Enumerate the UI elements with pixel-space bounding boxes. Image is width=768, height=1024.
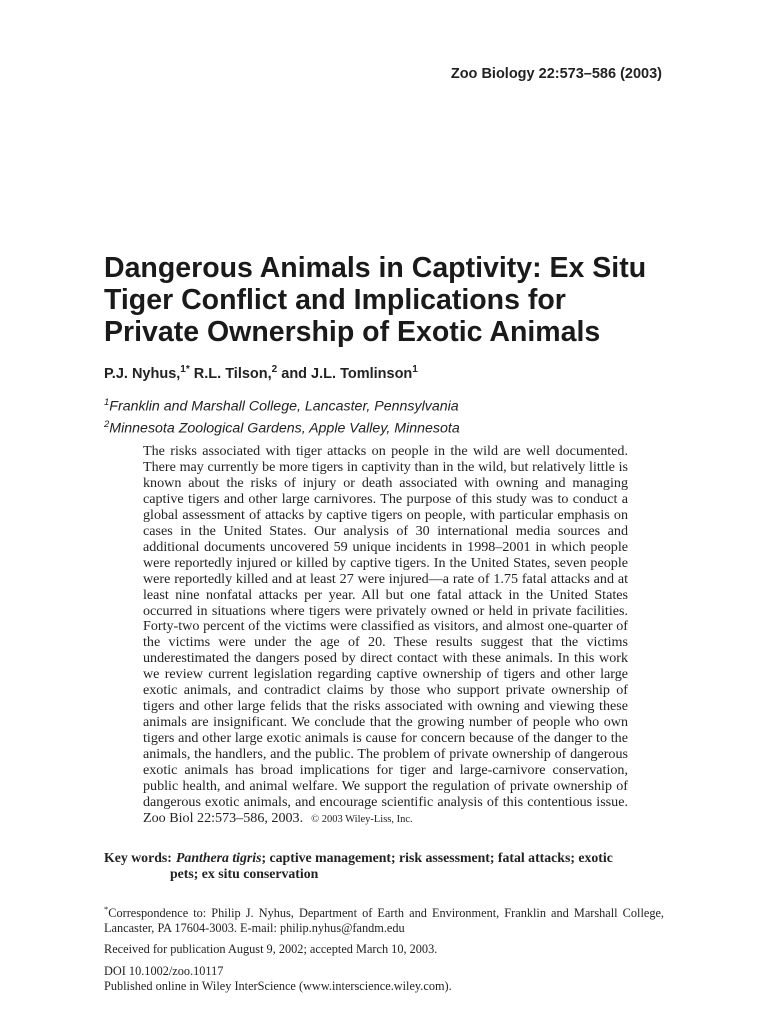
footnotes <box>104 902 664 994</box>
keywords-continuation: pets; ex situ conservation <box>170 866 319 881</box>
abstract <box>143 444 628 828</box>
keywords-line <box>104 850 664 866</box>
abstract-text: The risks associated with tiger attacks on people in the wild are well documented. There may currently be more tigers in captivity than in the wild, but relatively little is known about the risks of injury or death associated with owning and managing captive tigers and other large carnivores. The purpose of this study was to conduct a global assessment of attacks by captive tigers on people, with particular emphasis on cases in the United States. Our analysis of 30 international media sources and additional documents uncovered 59 unique incidents in 1998–2001 in which people were reportedly injured or killed by captive tigers. In the United States, seven people were reportedly killed and at least 27 were injured—a rate of 1.75 fatal attacks and at least nine nonfatal attacks per year. All but one fatal attack in the United States occurred in situations where tigers were privately owned or held in private facilities. Forty-two percent of the victims were classified as visitors, and almost one-quarter of the victims were under the age of 20. These results suggest that the victims underestimated the dangers posed by direct contact with these animals. In this work we review current legislation regarding captive ownership of tigers and other large exotic animals, and contradict claims by those who support private ownership of tigers and other large felids that the risks associated with owning and viewing these animals are insignificant. We conclude that the growing number of people who own tigers and other large exotic animals is cause for concern because of the danger to the animals, the handlers, and the public. The problem of private ownership of dangerous exotic animals has broad implications for tiger and large-carnivore conservation, public health, and animal welfare. We support the regulation of private ownership of dangerous exotic animals, and encourage scientific analysis of this contentious issue. Zoo Biol 22:573–586, 2003. <box>143 443 628 826</box>
correspondence-text: Correspondence to: Philip J. Nyhus, Department of Earth and Environment, Franklin and Marshall College, Lancaster, PA 17604-3003. E-mail: philip.nyhus@fandm.edu <box>104 906 664 936</box>
title-line: Tiger Conflict and Implications for <box>104 284 566 316</box>
affiliation-mark: 1 <box>104 397 110 408</box>
affiliation <box>104 394 460 416</box>
affiliation-mark: 2 <box>104 418 110 430</box>
received-note: Received for publication August 9, 2002; accepted March 10, 2003. <box>104 942 438 957</box>
author-name: P.J. Nyhus, <box>104 365 181 382</box>
keywords-label: Key words: <box>104 850 172 865</box>
author-name: R.L. Tilson, <box>193 365 272 382</box>
title-line: Dangerous Animals in Captivity: Ex Situ <box>104 252 647 284</box>
published-online-note: Published online in Wiley InterScience (www.interscience.wiley.com). <box>104 979 452 994</box>
keywords <box>104 850 664 882</box>
paper-title <box>104 252 694 348</box>
author-affil-mark: 1* <box>180 364 190 375</box>
keywords-rest: ; captive management; risk assessment; fatal attacks; exotic <box>261 850 613 865</box>
author-affil-mark: 2 <box>271 364 278 375</box>
author-name: and J.L. Tomlinson <box>281 365 413 382</box>
keyword-species: Panthera tigris <box>176 850 262 865</box>
title-line: Private Ownership of Exotic Animals <box>104 316 601 348</box>
journal-citation: Zoo Biology 22:573–586 (2003) <box>450 66 662 82</box>
doi-note: DOI 10.1002/zoo.10117 <box>104 964 224 979</box>
author-affil-mark: 1 <box>412 364 418 375</box>
copyright-notice: © 2003 Wiley-Liss, Inc. <box>311 813 413 825</box>
author-list <box>104 364 418 382</box>
affiliation-text: Franklin and Marshall College, Lancaster, Pennsylvania <box>109 398 459 415</box>
affiliation <box>104 416 460 438</box>
affiliation-list <box>104 394 460 437</box>
footnote-mark: * <box>104 904 109 914</box>
affiliation-text: Minnesota Zoological Gardens, Apple Valley, Minnesota <box>109 420 460 437</box>
correspondence-note <box>104 902 664 936</box>
